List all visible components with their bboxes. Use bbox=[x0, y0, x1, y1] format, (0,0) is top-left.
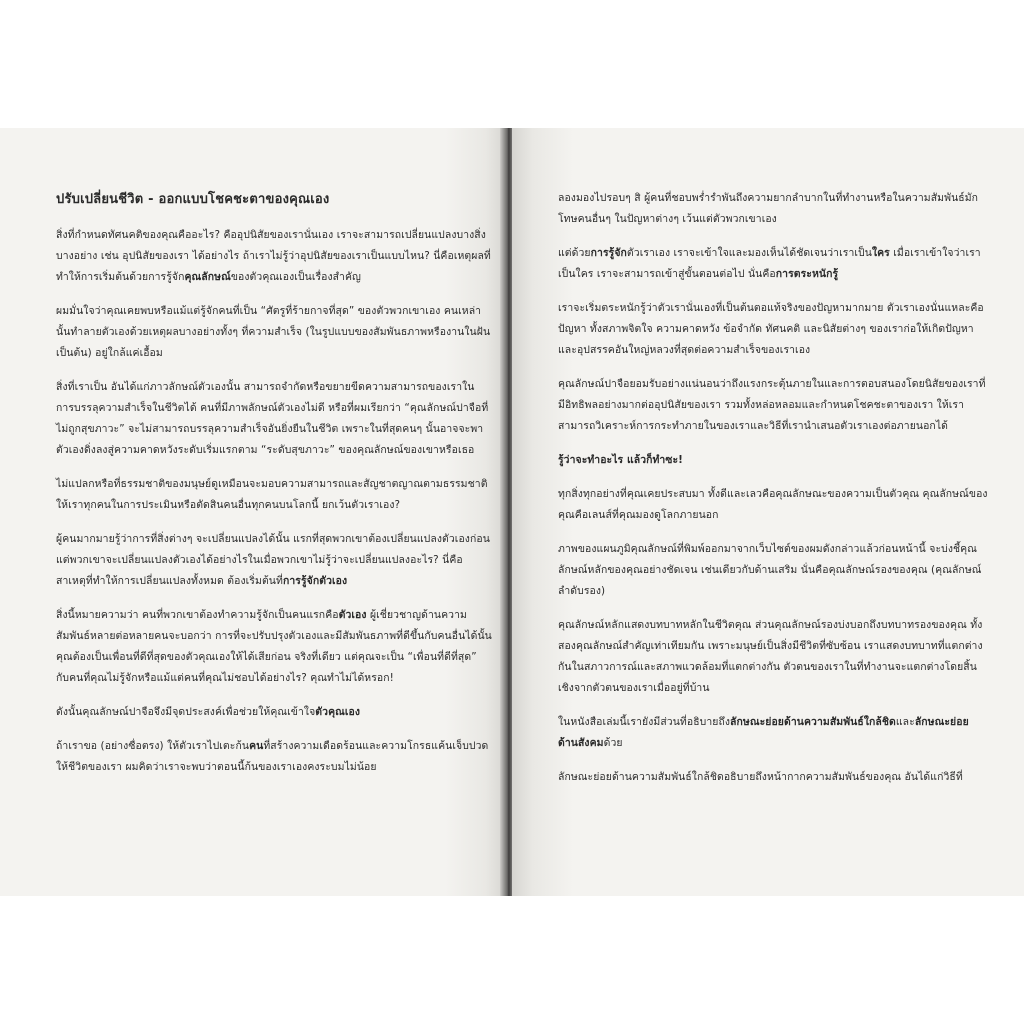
bold-text-run: คุณลักษณ์ bbox=[184, 271, 231, 283]
text-run: ในหนังสือเล่มนี้เรายังมีส่วนที่อธิบายถึง bbox=[558, 716, 731, 728]
open-book-scan bbox=[0, 128, 1024, 896]
text-run: ด้วย bbox=[603, 737, 623, 749]
bold-text-run: รู้ว่าจะทำอะไร แล้วก็ทำซะ! bbox=[558, 454, 683, 466]
bold-text-run: ใคร bbox=[871, 247, 890, 259]
text-run: ผมมั่นใจว่าคุณเคยพบหรือแม้แต่รู้จักคนที่เป็น “ศัตรูที่ร้ายกาจที่สุด” ของตัวพวกเขาเอง คนเหล่านั้นทำลายตัวเองด้วยเหตุผลบางอย่างทั้งๆ ที่ความสำเร็จ (ในรูปแบบของสัมพันธภาพหรืองานในฝัน เป็นต้น) อยู่ใกล้แค่เอื้อม bbox=[56, 305, 491, 359]
paragraph bbox=[56, 377, 492, 461]
paragraph bbox=[56, 474, 492, 516]
bold-text-run: ตัวเอง bbox=[338, 609, 367, 621]
paragraph bbox=[56, 529, 492, 592]
right-paragraphs bbox=[558, 188, 988, 788]
text-run: ตัวเราเอง เราจะเข้าใจและมองเห็นได้ชัดเจนว่าเราเป็น bbox=[626, 247, 872, 259]
text-run: ที่สร้างความเดือดร้อนและความโกรธแค้นเจ็บปวดให้ชีวิตของเรา ผมคิดว่าเราจะพบว่าตอนนี้ก้นของเราเองคงระบมไม่น้อย bbox=[56, 740, 489, 773]
paragraph bbox=[56, 301, 492, 364]
text-run: ดังนั้นคุณลักษณ์ปาจือจึงมีจุดประสงค์เพื่อช่วยให้คุณเข้าใจ bbox=[56, 706, 316, 718]
text-run: คุณลักษณ์ปาจือยอมรับอย่างแน่นอนว่าถึงแรงกระตุ้นภายในและการตอบสนองโดยนิสัยของเราที่มีอิทธิพลอย่างมากต่ออุปนิสัยของเรา รวมทั้งหล่อหลอมและกำหนดโชคชะตาของเรา ให้เราสามารถวิเคราะห์การกระทำภายในของเราและวิธีที่เรานำเสนอตัวเราเองต่อภายนอกได้ bbox=[558, 378, 986, 432]
text-run: ภาพของแผนภูมิคุณลักษณ์ที่พิมพ์ออกมาจากเว็บไซต์ของผมดังกล่าวแล้วก่อนหน้านี้ จะบ่งชี้คุณลักษณ์หลักของคุณอย่างชัดเจน เช่นเดียวกับด้านเสริม นั่นคือคุณลักษณ์รองของคุณ (คุณลักษณ์ลำดับรอง) bbox=[558, 543, 982, 597]
text-run: ไม่แปลกหรือที่ธรรมชาติของมนุษย์ดูเหมือนจะมอบความสามารถและสัญชาตญาณตามธรรมชาติให้เราทุกคนในการประเมินหรือตัดสินคนอื่นทุกคนบนโลกนี้ ยกเว้นตัวเราเอง? bbox=[56, 478, 488, 511]
bold-text-run: ตัวคุณเอง bbox=[315, 706, 361, 718]
text-run: คุณลักษณ์หลักแสดงบทบาทหลักในชีวิตคุณ ส่วนคุณลักษณ์รองบ่งบอกถึงบทบาทรองของคุณ ทั้งสองคุณลักษณ์สำคัญเท่าเทียมกัน เพราะมนุษย์เป็นสิ่งมีชีวิตที่ซับซ้อน เราแสดงบทบาทที่แตกต่างกันในสภาวการณ์และสภาพแวดล้อมที่แตกต่างกัน ตัวตนของเราในที่ทำงานจะแตกต่างโดยสิ้นเชิงจากตัวตนของเราเมื่ออยู่ที่บ้าน bbox=[558, 619, 983, 694]
text-run: แต่ด้วย bbox=[558, 247, 591, 259]
paragraph bbox=[558, 539, 988, 602]
chapter-heading: ปรับเปลี่ยนชีวิต - ออกแบบโชคชะตาของคุณเอง bbox=[56, 192, 330, 207]
paragraph bbox=[558, 243, 988, 285]
bold-text-run: การรู้จัก bbox=[590, 247, 627, 259]
left-page-content bbox=[56, 188, 492, 791]
paragraph bbox=[558, 767, 988, 788]
paragraph bbox=[56, 225, 492, 288]
paragraph bbox=[558, 484, 988, 526]
paragraph bbox=[56, 736, 492, 778]
text-run: ของตัวคุณเองเป็นเรื่องสำคัญ bbox=[230, 271, 361, 283]
left-paragraphs bbox=[56, 225, 492, 778]
paragraph bbox=[56, 605, 492, 689]
text-run: ทุกสิ่งทุกอย่างที่คุณเคยประสบมา ทั้งดีและเลวคือคุณลักษณะของความเป็นตัวคุณ คุณลักษณ์ของคุณคือเลนส์ที่คุณมองดูโลกภายนอก bbox=[558, 488, 988, 521]
bold-text-run: การตระหนักรู้ bbox=[775, 268, 839, 280]
bold-text-run: ลักษณะย่อยด้านสังคม bbox=[558, 716, 969, 749]
text-run: ผู้เชี่ยวชาญด้านความสัมพันธ์หลายต่อหลายคนจะบอกว่า การที่จะปรับปรุงตัวเองและมีสัมพันธภาพที่ดีขึ้นกับคนอื่นได้นั้น คุณต้องเป็นเพื่อนที่ดีที่สุดของตัวคุณเองให้ได้เสียก่อน จริงที่เดียว แต่คุณจะเป็น “เพื่อนที่ดีที่สุด” กับคนที่คุณไม่รู้จักหรือแม้แต่คนที่คุณไม่ชอบได้อย่างไร? คุณทำไม่ได้หรอก! bbox=[56, 609, 492, 684]
text-run: ผู้คนมากมายรู้ว่าการที่สิ่งต่างๆ จะเปลี่ยนแปลงได้นั้น แรกที่สุดพวกเขาต้องเปลี่ยนแปลงตัวเองก่อน แต่พวกเขาจะเปลี่ยนแปลงตัวเองได้อย่างไรในเมื่อพวกเขาไม่รู้ว่าจะเปลี่ยนแปลงอะไร? นี่คือสาเหตุที่ทำให้การเปลี่ยนแปลงทั้งหมด ต้องเริ่มต้นที่ bbox=[56, 533, 490, 587]
paragraph bbox=[558, 188, 988, 230]
right-page bbox=[512, 128, 1024, 896]
left-page bbox=[0, 128, 506, 896]
text-run: สิ่งนี้หมายความว่า คนที่พวกเขาต้องทำความรู้จักเป็นคนแรกคือ bbox=[56, 609, 339, 621]
bold-text-run: การรู้จักตัวเอง bbox=[282, 575, 348, 587]
text-run: เมื่อเราเข้าใจว่าเราเป็นใคร เราจะสามารถเข้าสู่ขั้นตอนต่อไป นั่นคือ bbox=[558, 247, 981, 280]
text-run: เราจะเริ่มตระหนักรู้ว่าตัวเรานั่นเองที่เป็นต้นตอแท้จริงของปัญหามากมาย ตัวเราเองนั่นแหละคือปัญหา ทั้งสภาพจิตใจ ความคาดหวัง ข้อจำกัด ทัศนคติ และนิสัยต่างๆ ของเราก่อให้เกิดปัญหาและอุปสรรคอันใหญ่หลวงที่สุดต่อความสำเร็จของเราเอง bbox=[558, 302, 984, 356]
paragraph bbox=[558, 450, 988, 471]
text-run: และ bbox=[895, 716, 915, 728]
bold-text-run: ลักษณะย่อยด้านความสัมพันธ์ใกล้ชิด bbox=[730, 716, 896, 728]
bold-text-run: คน bbox=[249, 740, 264, 752]
text-run: สิ่งที่เราเป็น อันได้แก่ภาวลักษณ์ตัวเองนั้น สามารถจำกัดหรือขยายขีดความสามารถของเราในการบรรลุความสำเร็จในชีวิตได้ คนที่มีภาพลักษณ์ตัวเองไม่ดี หรือที่ผมเรียกว่า “คุณลักษณ์ปาจือที่ไม่ถูกสุขภาวะ” จะไม่สามารถบรรลุความสำเร็จอันยิ่งยืนในชีวิต เพราะในที่สุดคนๆ นั้นอาจจะพาตัวเองดิ่งลงสู่ความคาดหวังระดับเริ่มแรกตาม “ระดับสุขภาวะ” ของคุณลักษณ์ของเขาหรือเธอ bbox=[56, 381, 489, 456]
text-run: สิ่งที่กำหนดทัศนคติของคุณคืออะไร? คืออุปนิสัยของเรานั่นเอง เราจะสามารถเปลี่ยนแปลงบางสิ่งบางอย่าง เช่น อุปนิสัยของเรา ได้อย่างไร ถ้าเราไม่รู้ว่าอุปนิสัยของเราเป็นแบบไหน? นี่คือเหตุผลที่ทำให้การเริ่มต้นด้วยการรู้จัก bbox=[56, 229, 491, 283]
right-page-content bbox=[558, 188, 988, 801]
text-run: ลองมองไปรอบๆ สิ ผู้คนที่ชอบพร่ำรำพันถึงความยากลำบากในที่ทำงานหรือในความสัมพันธ์มักโทษคนอื่นๆ ในปัญหาต่างๆ เว้นแต่ตัวพวกเขาเอง bbox=[558, 192, 979, 225]
text-run: ถ้าเราขอ (อย่างซื่อตรง) ให้ตัวเราไปเตะก้น bbox=[56, 740, 250, 752]
paragraph bbox=[56, 702, 492, 723]
paragraph bbox=[558, 615, 988, 699]
paragraph bbox=[558, 298, 988, 361]
paragraph bbox=[558, 374, 988, 437]
text-run: ลักษณะย่อยด้านความสัมพันธ์ใกล้ชิดอธิบายถึงหน้ากากความสัมพันธ์ของคุณ อันได้แก่วิธีที่ bbox=[558, 771, 963, 783]
paragraph bbox=[558, 712, 988, 754]
